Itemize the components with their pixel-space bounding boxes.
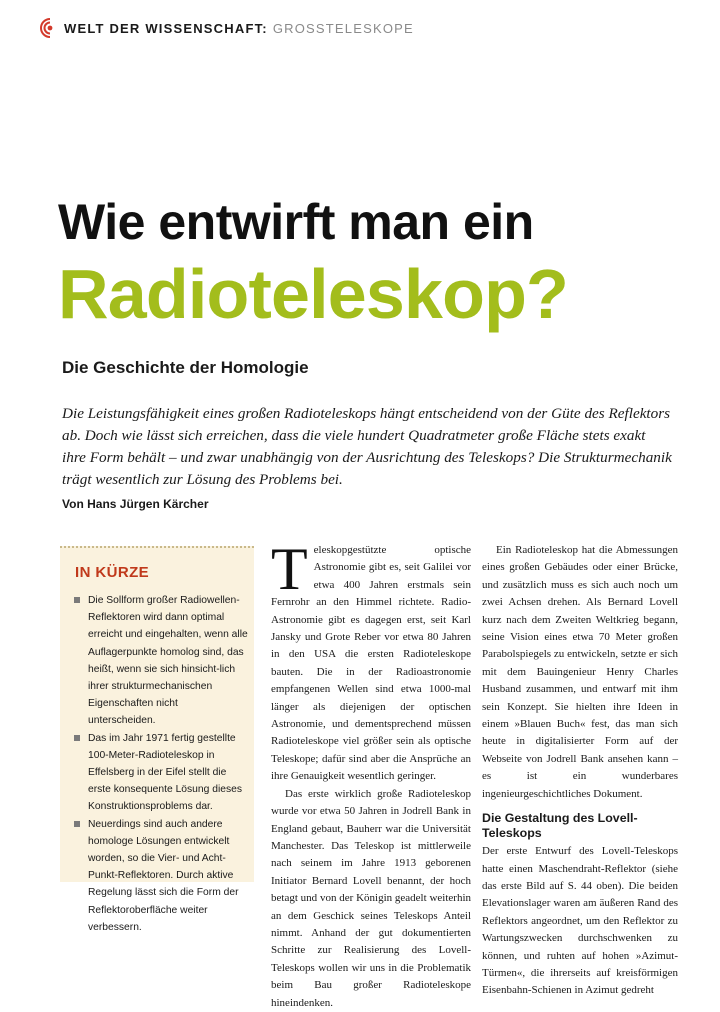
article-subtitle: Die Geschichte der Homologie	[62, 358, 309, 377]
body-paragraph: Ein Radioteleskop hat die Abmessungen eines großen Gebäudes oder einer Brücke, und zusätzlich muss es sich auch noch um zwei Achsen drehen. Als Bernard Lovell kurz nach dem Zweiten Weltkrieg begann, seine Vision eines etwa 70 Meter großen Parabolspiegels zu entwickeln, setzte er sich mit dem Bauingenieur Henry Charles Husband zusammen, und entwarf mit ihm sein Konzept. Sie hielten ihre Ideen in einem »Blauen Buch« fest, das man sich heute in digitalisierter Form auf der Webseite von Jodrell Bank ansehen kann – es ist ein wunderbares ingenieurgeschichtliches Dokument.	[482, 544, 678, 800]
body-paragraph	[271, 536, 471, 786]
article-title-line-1: Wie entwirft man ein	[58, 194, 534, 250]
summary-box-title: IN KÜRZE	[75, 564, 150, 581]
body-paragraph: Der erste Entwurf des Lovell-Teleskops hatte einen Maschendraht-Reflektor (siehe das erste Bild auf S. 44 oben). Die beiden Elevationslager waren am äußeren Rand des Reflektors angeordnet, um den Reflektor zu Wartungszwecken durchschwenken zu können, und ruhten auf hohen »Azimut-Türmen«, die ihrerseits auf kreisförmigen Eisenbahn-Schienen in Azimut gedreht	[482, 845, 678, 997]
body-paragraph: Das erste wirklich große Radioteleskop wurde vor etwa 50 Jahren in Jodrell Bank in England gebaut, Bauherr war die Universität Manchester. Das Teleskop ist mittlerweile nach seinem im Jahre 1913 geborenen Initiator Bernard Lovell benannt, der hoch betagt und von der Königin geadelt weiterhin an dem Geschick seines Teleskops Anteil nimmt. Anhand der gut dokumentierten Schritte zur Realisierung des Lovell-Teleskops wollen wir uns in die Problematik beim Bau großer Radioteleskope hineindenken.	[271, 787, 471, 1009]
page-header	[38, 14, 414, 42]
summary-box	[60, 546, 254, 933]
summary-item: Die Sollform großer Radiowellen-Reflektoren wird dann optimal erreicht und eingehalten, wenn alle Auflagerpunkte homolog sind, das heißt, wenn sie sich hinsicht-lich ihrer strukturmechanischen Eigenschaften nicht unterscheiden.	[74, 592, 248, 730]
article-title-line-2: Radioteleskop?	[58, 255, 569, 333]
summary-item: Neuerdings sind auch andere homologe Lösungen entwickelt worden, so die Vier- und Acht-Punkt-Reflektoren. Durch aktive Regelung lässt sich die Form der Reflektoroberfläche weiter verbessern.	[74, 816, 248, 936]
section-kicker: WELT DER WISSENSCHAFT:	[64, 20, 268, 36]
section-kicker-topic: GROSSTELESKOPE	[272, 20, 414, 36]
body-column-3	[482, 542, 678, 1000]
summary-item: Das im Jahr 1971 fertig gestellte 100-Meter-Radioteleskop in Effelsberg in der Eifel stellt die erste konsequente Lösung dieses Konstruktionsproblems dar.	[74, 730, 248, 816]
summary-list	[74, 592, 248, 936]
section-heading: Die Gestaltung des Lovell-Teleskops	[482, 811, 638, 841]
concentric-arcs-logo-icon	[38, 18, 58, 38]
article-lead: Die Leistungsfähigkeit eines großen Radioteleskops hängt entscheidend von der Güte des Reflektors ab. Doch wie lässt sich erreichen, dass die viele hundert Quadratmeter große Fläche stets exakt ihre Form behält – und zwar unabhängig von der Ausrichtung des Teleskops? Die Strukturmechanik trägt wesentlich zur Lösung des Problems bei.	[62, 405, 672, 488]
body-text: eleskopgestützte optische Astronomie gibt es, seit Galilei vor etwa 400 Jahren erstmals sein Fernrohr an den Himmel richtete. Radio-Astronomie gibt es dagegen erst, seit Karl Jansky und Grote Reber vor etwa 80 Jahren in den USA die ersten Radioteleskope bauten. Die in der Radioastronomie empfangenen Wellen sind etwa 1000-mal länger als diejenigen der optischen Astronomie, und dementsprechend müssen Radioteleskope viel größer sein als optische Teleskope; dafür sind aber die Ansprüche an ihre Genauigkeit wesentlich geringer.	[271, 544, 471, 783]
drop-cap: T	[271, 536, 308, 602]
body-column-2	[271, 536, 471, 1012]
article-author: Von Hans Jürgen Kärcher	[62, 497, 209, 511]
